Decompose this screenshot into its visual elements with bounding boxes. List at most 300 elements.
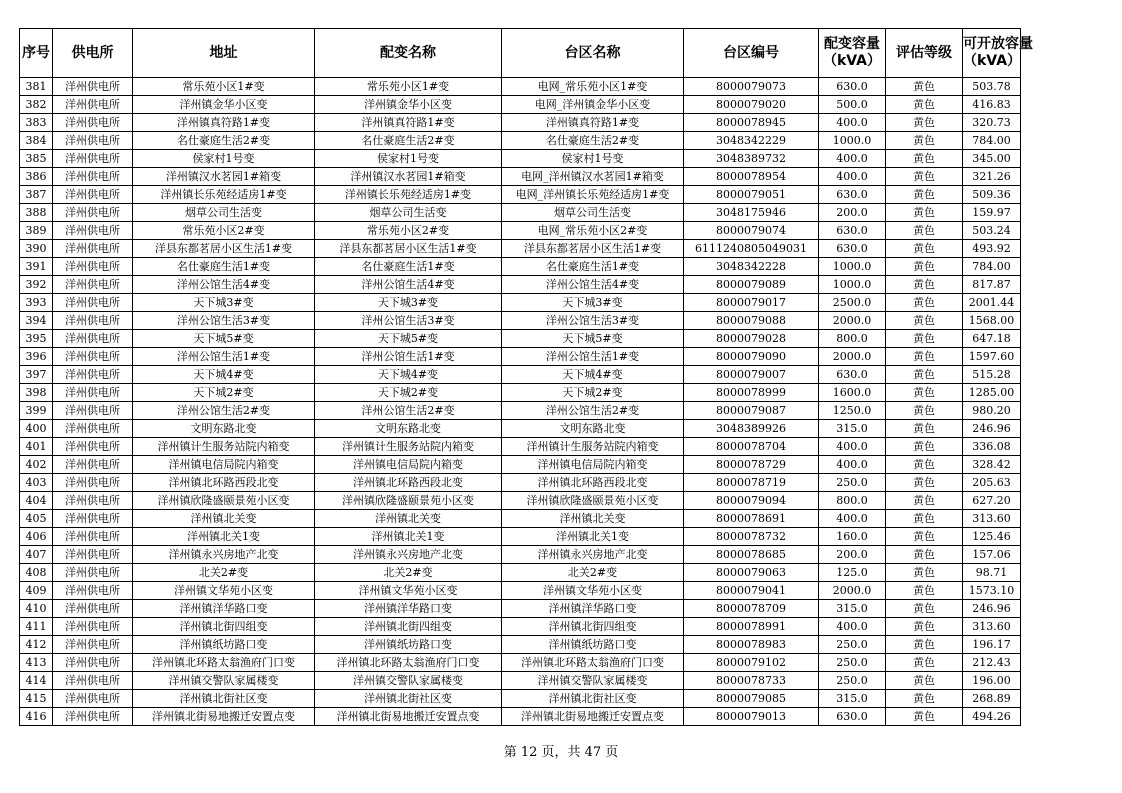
cell-station: 洋州供电所 [53,276,133,294]
table-row [20,690,1021,708]
cell-area-code: 8000079089 [684,276,819,294]
cell-area-code: 8000079088 [684,312,819,330]
cell-open-capacity: 817.87 [963,276,1021,294]
cell-grade: 黄色 [886,150,963,168]
cell-address: 烟草公司生活变 [133,204,315,222]
cell-grade: 黄色 [886,348,963,366]
cell-transformer: 洋州镇北环路西段北变 [315,474,502,492]
cell-capacity: 400.0 [819,510,886,528]
cell-grade: 黄色 [886,240,963,258]
cell-grade: 黄色 [886,672,963,690]
cell-seq: 399 [20,402,53,420]
cell-transformer: 天下城3#变 [315,294,502,312]
cell-transformer: 侯家村1号变 [315,150,502,168]
cell-address: 洋州公馆生活2#变 [133,402,315,420]
cell-area-name: 洋州镇北环路太翁渔府门口变 [502,654,684,672]
table-header-row [20,29,1021,78]
cell-seq: 395 [20,330,53,348]
cell-grade: 黄色 [886,294,963,312]
cell-area-name: 电网_常乐苑小区2#变 [502,222,684,240]
cell-address: 洋州镇北关变 [133,510,315,528]
cell-transformer: 洋州镇北环路太翁渔府门口变 [315,654,502,672]
cell-area-code: 8000078991 [684,618,819,636]
cell-area-code: 8000079007 [684,366,819,384]
cell-address: 洋州镇北环路西段北变 [133,474,315,492]
cell-transformer: 名仕豪庭生活2#变 [315,132,502,150]
cell-grade: 黄色 [886,168,963,186]
cell-seq: 392 [20,276,53,294]
cell-address: 北关2#变 [133,564,315,582]
cell-area-name: 洋州公馆生活3#变 [502,312,684,330]
cell-seq: 416 [20,708,53,726]
cell-open-capacity: 1597.60 [963,348,1021,366]
table-row [20,582,1021,600]
cell-capacity: 400.0 [819,114,886,132]
cell-address: 洋州镇交警队家属楼变 [133,672,315,690]
cell-area-code: 8000079085 [684,690,819,708]
cell-area-name: 洋州镇北街易地搬迁安置点变 [502,708,684,726]
cell-seq: 384 [20,132,53,150]
cell-open-capacity: 2001.44 [963,294,1021,312]
cell-seq: 409 [20,582,53,600]
cell-open-capacity: 321.26 [963,168,1021,186]
header-transformer: 配变名称 [315,29,502,78]
cell-transformer: 洋州镇北关变 [315,510,502,528]
table-body [20,78,1021,726]
cell-address: 洋州镇北街四组变 [133,618,315,636]
cell-grade: 黄色 [886,96,963,114]
cell-area-code: 8000078732 [684,528,819,546]
cell-area-code: 3048342228 [684,258,819,276]
cell-transformer: 烟草公司生活变 [315,204,502,222]
cell-address: 洋州镇北街易地搬迁安置点变 [133,708,315,726]
header-grade: 评估等级 [886,29,963,78]
cell-grade: 黄色 [886,78,963,96]
cell-transformer: 洋州镇永兴房地产北变 [315,546,502,564]
cell-area-code: 8000079063 [684,564,819,582]
cell-station: 洋州供电所 [53,402,133,420]
cell-station: 洋州供电所 [53,168,133,186]
cell-area-code: 8000078729 [684,456,819,474]
cell-open-capacity: 503.24 [963,222,1021,240]
cell-open-capacity: 328.42 [963,456,1021,474]
cell-transformer: 洋州公馆生活2#变 [315,402,502,420]
cell-capacity: 1000.0 [819,258,886,276]
cell-transformer: 洋县东都茗居小区生活1#变 [315,240,502,258]
cell-address: 洋州镇北关1变 [133,528,315,546]
header-station: 供电所 [53,29,133,78]
cell-area-code: 3048342229 [684,132,819,150]
cell-grade: 黄色 [886,222,963,240]
cell-seq: 406 [20,528,53,546]
cell-open-capacity: 416.83 [963,96,1021,114]
cell-grade: 黄色 [886,276,963,294]
cell-grade: 黄色 [886,618,963,636]
cell-area-name: 洋州公馆生活4#变 [502,276,684,294]
cell-station: 洋州供电所 [53,150,133,168]
cell-address: 天下城3#变 [133,294,315,312]
cell-transformer: 天下城4#变 [315,366,502,384]
cell-station: 洋州供电所 [53,672,133,690]
cell-capacity: 1000.0 [819,276,886,294]
cell-area-code: 3048175946 [684,204,819,222]
cell-area-name: 洋州公馆生活1#变 [502,348,684,366]
cell-transformer: 洋州公馆生活3#变 [315,312,502,330]
page-number: 第 12 页，共 47 页 [503,745,619,760]
cell-grade: 黄色 [886,438,963,456]
cell-capacity: 630.0 [819,708,886,726]
cell-open-capacity: 784.00 [963,132,1021,150]
cell-area-name: 烟草公司生活变 [502,204,684,222]
cell-seq: 394 [20,312,53,330]
cell-area-code: 8000079028 [684,330,819,348]
cell-capacity: 400.0 [819,168,886,186]
cell-grade: 黄色 [886,690,963,708]
cell-address: 常乐苑小区2#变 [133,222,315,240]
cell-seq: 398 [20,384,53,402]
cell-capacity: 315.0 [819,600,886,618]
cell-address: 洋州镇真符路1#变 [133,114,315,132]
table-row [20,708,1021,726]
table-row [20,366,1021,384]
table-row [20,186,1021,204]
cell-grade: 黄色 [886,456,963,474]
cell-seq: 385 [20,150,53,168]
cell-station: 洋州供电所 [53,690,133,708]
table-row [20,456,1021,474]
cell-area-name: 洋州镇计生服务站院内箱变 [502,438,684,456]
cell-transformer: 洋州镇北街社区变 [315,690,502,708]
table-row [20,474,1021,492]
cell-grade: 黄色 [886,582,963,600]
cell-transformer: 洋州镇北关1变 [315,528,502,546]
cell-grade: 黄色 [886,384,963,402]
cell-area-name: 天下城4#变 [502,366,684,384]
cell-address: 洋州镇纸坊路口变 [133,636,315,654]
cell-transformer: 名仕豪庭生活1#变 [315,258,502,276]
cell-area-name: 洋州镇电信局院内箱变 [502,456,684,474]
cell-grade: 黄色 [886,366,963,384]
cell-grade: 黄色 [886,528,963,546]
table-row [20,132,1021,150]
table-row [20,420,1021,438]
cell-open-capacity: 784.00 [963,258,1021,276]
cell-grade: 黄色 [886,114,963,132]
cell-address: 文明东路北变 [133,420,315,438]
cell-area-name: 洋州镇永兴房地产北变 [502,546,684,564]
cell-area-name: 洋州镇洋华路口变 [502,600,684,618]
cell-capacity: 1600.0 [819,384,886,402]
cell-area-name: 洋州镇纸坊路口变 [502,636,684,654]
cell-capacity: 315.0 [819,420,886,438]
cell-open-capacity: 1573.10 [963,582,1021,600]
cell-seq: 408 [20,564,53,582]
cell-seq: 396 [20,348,53,366]
cell-area-code: 3048389732 [684,150,819,168]
cell-seq: 401 [20,438,53,456]
cell-transformer: 天下城2#变 [315,384,502,402]
cell-station: 洋州供电所 [53,258,133,276]
cell-station: 洋州供电所 [53,582,133,600]
cell-open-capacity: 212.43 [963,654,1021,672]
cell-seq: 390 [20,240,53,258]
table-row [20,294,1021,312]
cell-area-name: 侯家村1号变 [502,150,684,168]
cell-capacity: 125.0 [819,564,886,582]
table-row [20,150,1021,168]
cell-area-name: 天下城2#变 [502,384,684,402]
table-row [20,636,1021,654]
cell-area-code: 8000078999 [684,384,819,402]
cell-transformer: 洋州镇计生服务站院内箱变 [315,438,502,456]
capacity-table [19,28,1033,726]
cell-area-name: 洋州镇北关1变 [502,528,684,546]
header-open-capacity [963,29,1033,78]
cell-grade: 黄色 [886,312,963,330]
cell-station: 洋州供电所 [53,420,133,438]
cell-station: 洋州供电所 [53,186,133,204]
cell-transformer: 洋州公馆生活1#变 [315,348,502,366]
cell-transformer: 洋州镇欣隆盛颐景苑小区变 [315,492,502,510]
cell-open-capacity: 320.73 [963,114,1021,132]
table-row [20,276,1021,294]
cell-seq: 407 [20,546,53,564]
cell-open-capacity: 98.71 [963,564,1021,582]
cell-area-code: 8000079041 [684,582,819,600]
cell-open-capacity: 1285.00 [963,384,1021,402]
header-open-line1: 可开放容量 [963,36,1033,52]
header-area-name: 台区名称 [502,29,684,78]
table-row [20,240,1021,258]
table-row [20,600,1021,618]
cell-area-code: 8000079017 [684,294,819,312]
cell-transformer: 洋州镇交警队家属楼变 [315,672,502,690]
cell-station: 洋州供电所 [53,204,133,222]
cell-seq: 403 [20,474,53,492]
cell-area-code: 3048389926 [684,420,819,438]
cell-station: 洋州供电所 [53,654,133,672]
cell-area-name: 电网_洋州镇长乐苑经适房1#变 [502,186,684,204]
cell-capacity: 1250.0 [819,402,886,420]
cell-station: 洋州供电所 [53,618,133,636]
header-capacity-line2: （kVA） [822,53,882,69]
header-capacity [819,29,886,78]
cell-area-name: 名仕豪庭生活1#变 [502,258,684,276]
cell-capacity: 1000.0 [819,132,886,150]
cell-station: 洋州供电所 [53,312,133,330]
cell-grade: 黄色 [886,510,963,528]
cell-address: 洋州镇洋华路口变 [133,600,315,618]
cell-capacity: 400.0 [819,456,886,474]
cell-address: 洋州公馆生活3#变 [133,312,315,330]
cell-station: 洋州供电所 [53,348,133,366]
cell-area-name: 名仕豪庭生活2#变 [502,132,684,150]
cell-area-name: 洋州镇北环路西段北变 [502,474,684,492]
cell-open-capacity: 157.06 [963,546,1021,564]
table-row [20,672,1021,690]
cell-address: 常乐苑小区1#变 [133,78,315,96]
table-row [20,654,1021,672]
cell-capacity: 630.0 [819,222,886,240]
cell-area-name: 洋州镇北街社区变 [502,690,684,708]
cell-open-capacity: 503.78 [963,78,1021,96]
cell-capacity: 2000.0 [819,312,886,330]
cell-capacity: 315.0 [819,690,886,708]
cell-transformer: 洋州镇文华苑小区变 [315,582,502,600]
cell-capacity: 2000.0 [819,582,886,600]
cell-capacity: 800.0 [819,330,886,348]
cell-seq: 412 [20,636,53,654]
cell-area-name: 洋州镇真符路1#变 [502,114,684,132]
cell-seq: 383 [20,114,53,132]
cell-station: 洋州供电所 [53,708,133,726]
cell-open-capacity: 509.36 [963,186,1021,204]
cell-transformer: 洋州镇汉水茗园1#箱变 [315,168,502,186]
cell-area-code: 8000079094 [684,492,819,510]
cell-open-capacity: 1568.00 [963,312,1021,330]
table-row [20,114,1021,132]
cell-transformer: 洋州镇北街易地搬迁安置点变 [315,708,502,726]
header-open-line2: （kVA） [963,53,1022,69]
cell-address: 洋州镇计生服务站院内箱变 [133,438,315,456]
cell-open-capacity: 268.89 [963,690,1021,708]
cell-grade: 黄色 [886,546,963,564]
cell-area-code: 8000078983 [684,636,819,654]
cell-station: 洋州供电所 [53,510,133,528]
cell-grade: 黄色 [886,708,963,726]
table-row [20,168,1021,186]
cell-seq: 415 [20,690,53,708]
cell-station: 洋州供电所 [53,456,133,474]
cell-grade: 黄色 [886,204,963,222]
cell-area-code: 8000078704 [684,438,819,456]
cell-address: 天下城5#变 [133,330,315,348]
table-row [20,492,1021,510]
table-row [20,564,1021,582]
cell-seq: 381 [20,78,53,96]
cell-address: 洋州镇北环路太翁渔府门口变 [133,654,315,672]
cell-capacity: 250.0 [819,636,886,654]
cell-area-name: 电网_洋州镇汉水茗园1#箱变 [502,168,684,186]
cell-grade: 黄色 [886,654,963,672]
cell-grade: 黄色 [886,420,963,438]
cell-open-capacity: 345.00 [963,150,1021,168]
cell-station: 洋州供电所 [53,330,133,348]
cell-station: 洋州供电所 [53,132,133,150]
cell-grade: 黄色 [886,600,963,618]
cell-area-code: 8000078719 [684,474,819,492]
cell-area-code: 8000078954 [684,168,819,186]
cell-seq: 404 [20,492,53,510]
table-row [20,348,1021,366]
cell-area-code: 8000079073 [684,78,819,96]
cell-transformer: 常乐苑小区1#变 [315,78,502,96]
cell-station: 洋州供电所 [53,294,133,312]
cell-station: 洋州供电所 [53,600,133,618]
cell-address: 洋州镇长乐苑经适房1#变 [133,186,315,204]
cell-open-capacity: 627.20 [963,492,1021,510]
cell-seq: 387 [20,186,53,204]
cell-grade: 黄色 [886,636,963,654]
cell-station: 洋州供电所 [53,474,133,492]
cell-seq: 386 [20,168,53,186]
cell-seq: 382 [20,96,53,114]
cell-area-code: 6111240805049031 [684,240,819,258]
cell-area-name: 洋州镇北街四组变 [502,618,684,636]
cell-capacity: 630.0 [819,240,886,258]
cell-capacity: 400.0 [819,618,886,636]
cell-area-name: 电网_常乐苑小区1#变 [502,78,684,96]
table-row [20,222,1021,240]
cell-open-capacity: 515.28 [963,366,1021,384]
cell-grade: 黄色 [886,474,963,492]
cell-seq: 397 [20,366,53,384]
cell-area-code: 8000079087 [684,402,819,420]
cell-seq: 400 [20,420,53,438]
cell-station: 洋州供电所 [53,240,133,258]
cell-capacity: 200.0 [819,546,886,564]
cell-seq: 402 [20,456,53,474]
cell-capacity: 250.0 [819,654,886,672]
cell-open-capacity: 313.60 [963,618,1021,636]
table-row [20,402,1021,420]
cell-capacity: 630.0 [819,186,886,204]
table-row [20,546,1021,564]
cell-grade: 黄色 [886,132,963,150]
cell-area-code: 8000079020 [684,96,819,114]
cell-station: 洋州供电所 [53,564,133,582]
cell-open-capacity: 125.46 [963,528,1021,546]
cell-station: 洋州供电所 [53,78,133,96]
cell-area-code: 8000078945 [684,114,819,132]
cell-grade: 黄色 [886,258,963,276]
cell-capacity: 630.0 [819,366,886,384]
cell-address: 名仕豪庭生活1#变 [133,258,315,276]
cell-area-code: 8000078709 [684,600,819,618]
cell-area-name: 洋州镇交警队家属楼变 [502,672,684,690]
cell-area-name: 洋州镇欣隆盛颐景苑小区变 [502,492,684,510]
cell-area-code: 8000078733 [684,672,819,690]
cell-capacity: 250.0 [819,474,886,492]
table-row [20,528,1021,546]
cell-address: 洋州镇汉水茗园1#箱变 [133,168,315,186]
cell-area-name: 天下城5#变 [502,330,684,348]
cell-capacity: 630.0 [819,78,886,96]
cell-address: 洋县东都茗居小区生活1#变 [133,240,315,258]
table-row [20,96,1021,114]
cell-transformer: 洋州镇长乐苑经适房1#变 [315,186,502,204]
cell-station: 洋州供电所 [53,546,133,564]
table-row [20,618,1021,636]
cell-seq: 410 [20,600,53,618]
cell-open-capacity: 196.17 [963,636,1021,654]
cell-open-capacity: 313.60 [963,510,1021,528]
cell-area-name: 北关2#变 [502,564,684,582]
cell-area-name: 洋州公馆生活2#变 [502,402,684,420]
cell-station: 洋州供电所 [53,366,133,384]
table-row [20,312,1021,330]
cell-grade: 黄色 [886,402,963,420]
cell-seq: 388 [20,204,53,222]
cell-area-code: 8000079074 [684,222,819,240]
cell-seq: 389 [20,222,53,240]
cell-grade: 黄色 [886,186,963,204]
cell-open-capacity: 493.92 [963,240,1021,258]
cell-seq: 393 [20,294,53,312]
cell-grade: 黄色 [886,330,963,348]
cell-grade: 黄色 [886,492,963,510]
cell-capacity: 800.0 [819,492,886,510]
